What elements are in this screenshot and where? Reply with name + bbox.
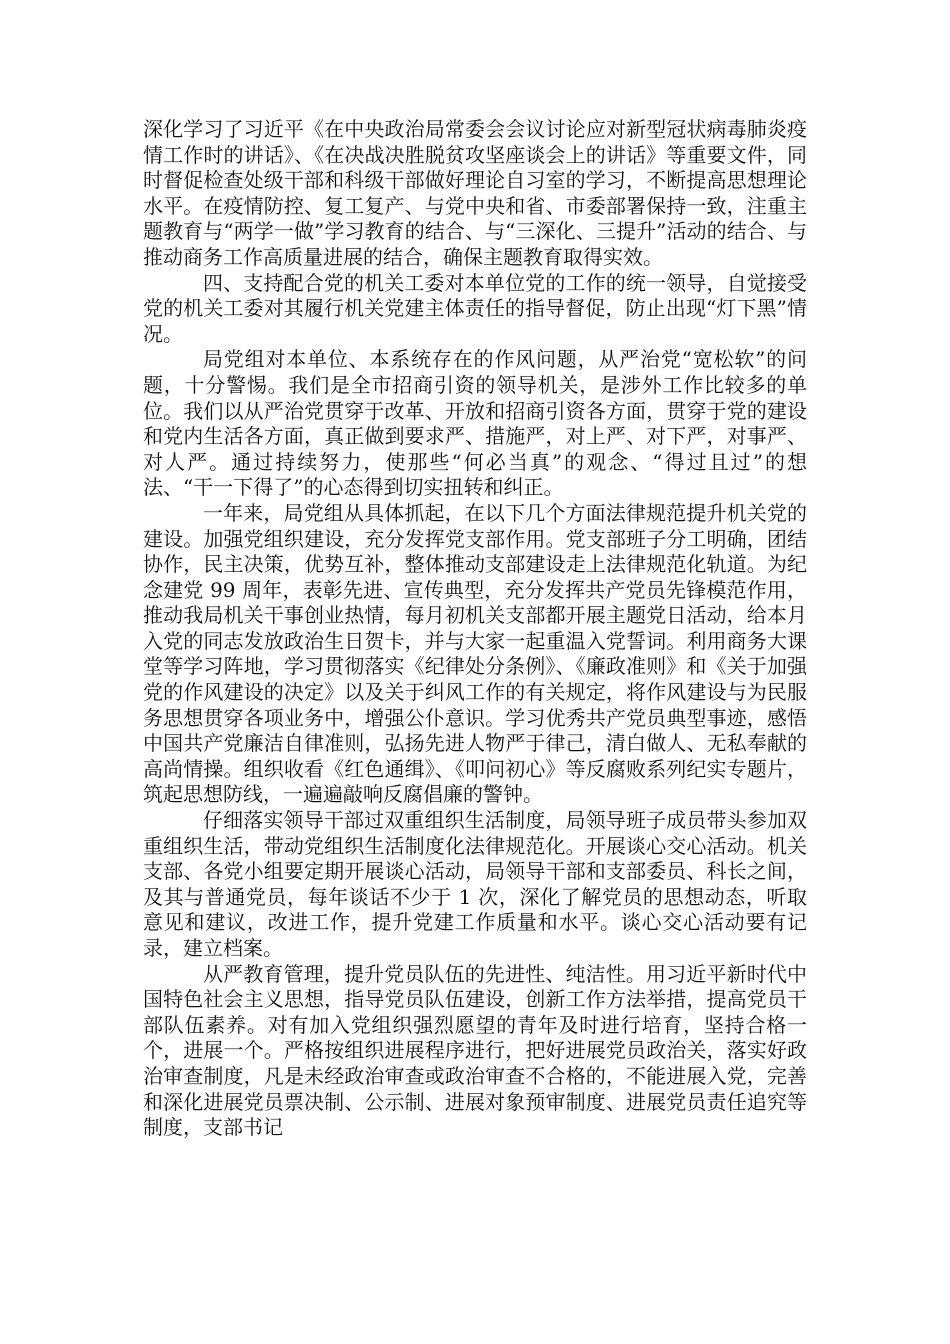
paragraph-5: 仔细落实领导干部过双重组织生活制度，局领导班子成员带头参加双重组织生活，带动党组织生活制度化法律规范化。开展谈心交心活动。机关支部、各党小组要定期开展谈心活动，局领导干部和支部委员、科长之间，及其与普通党员，每年谈话不少于 1 次，深化了解党员的思想动态，听取意见和建议，改进工作，提升党建工作质量和水平。谈心交心活动要有记录，建立档案。 — [143, 808, 807, 960]
paragraph-3: 局党组对本单位、本系统存在的作风问题，从严治党“宽松软”的问题，十分警惕。我们是全市招商引资的领导机关，是涉外工作比较多的单位。我们以从严治党贯穿于改革、开放和招商引资各方面，贯穿于党的建设和党内生活各方面，真正做到要求严、措施严，对上严、对下严，对事严、对人严。通过持续努力，使那些“何必当真”的观念、“得过且过”的想法、“干一下得了”的心态得到切实扭转和纠正。 — [143, 347, 807, 500]
paragraph-4: 一年来，局党组从具体抓起，在以下几个方面法律规范提升机关党的建设。加强党组织建设，充分发挥党支部作用。党支部班子分工明确，团结协作，民主决策，优势互补，整体推动支部建设走上法律规范化轨道。为纪念建党 99 周年，表彰先进、宣传典型，充分发挥共产党员先锋模范作用，推动我局机关干事创业热情，每月初机关支部都开展主题党日活动，给本月入党的同志发放政治生日贺卡，并与大家一起重温入党誓词。利用商务大课堂等学习阵地，学习贯彻落实《纪律处分条例》、《廉政准则》和《关于加强党的作风建设的决定》以及关于纠风工作的有关规定，将作风建设与为民服务思想贯穿各项业务中，增强公仆意识。学习优秀共产党员典型事迹，感悟中国共产党廉洁自律准则，弘扬先进人物严于律己，清白做人、无私奉献的高尚情操。组织收看《红色通缉》、《叩问初心》等反腐败系列纪实专题片，筑起思想防线，一遍遍敲响反腐倡廉的警钟。 — [143, 500, 807, 807]
paragraph-6: 从严教育管理，提升党员队伍的先进性、纯洁性。用习近平新时代中国特色社会主义思想，指导党员队伍建设，创新工作方法举措，提高党员干部队伍素养。对有加入党组织强烈愿望的青年及时进行培育，坚持合格一个，进展一个。严格按组织进展程序进行，把好进展党员政治关，落实好政治审查制度，凡是未经政治审查或政治审查不合格的，不能进展入党，完善和深化进展党员票决制、公示制、进展对象预审制度、进展党员责任追究等制度，支部书记 — [143, 961, 807, 1140]
paragraph-2: 四、支持配合党的机关工委对本单位党的工作的统一领导，自觉接受党的机关工委对其履行机关党建主体责任的指导督促，防止出现“灯下黑”情况。 — [143, 270, 807, 346]
document-body — [143, 117, 807, 1141]
paragraph-1: 深化学习了习近平《在中央政治局常委会会议讨论应对新型冠状病毒肺炎疫情工作时的讲话》、《在决战决胜脱贫攻坚座谈会上的讲话》等重要文件，同时督促检查处级干部和科级干部做好理论自习室的学习，不断提高思想理论水平。在疫情防控、复工复产、与党中央和省、市委部署保持一致，注重主题教育与“两学一做”学习教育的结合、与“三深化、三提升”活动的结合、与推动商务工作高质量进展的结合，确保主题教育取得实效。 — [143, 117, 807, 269]
